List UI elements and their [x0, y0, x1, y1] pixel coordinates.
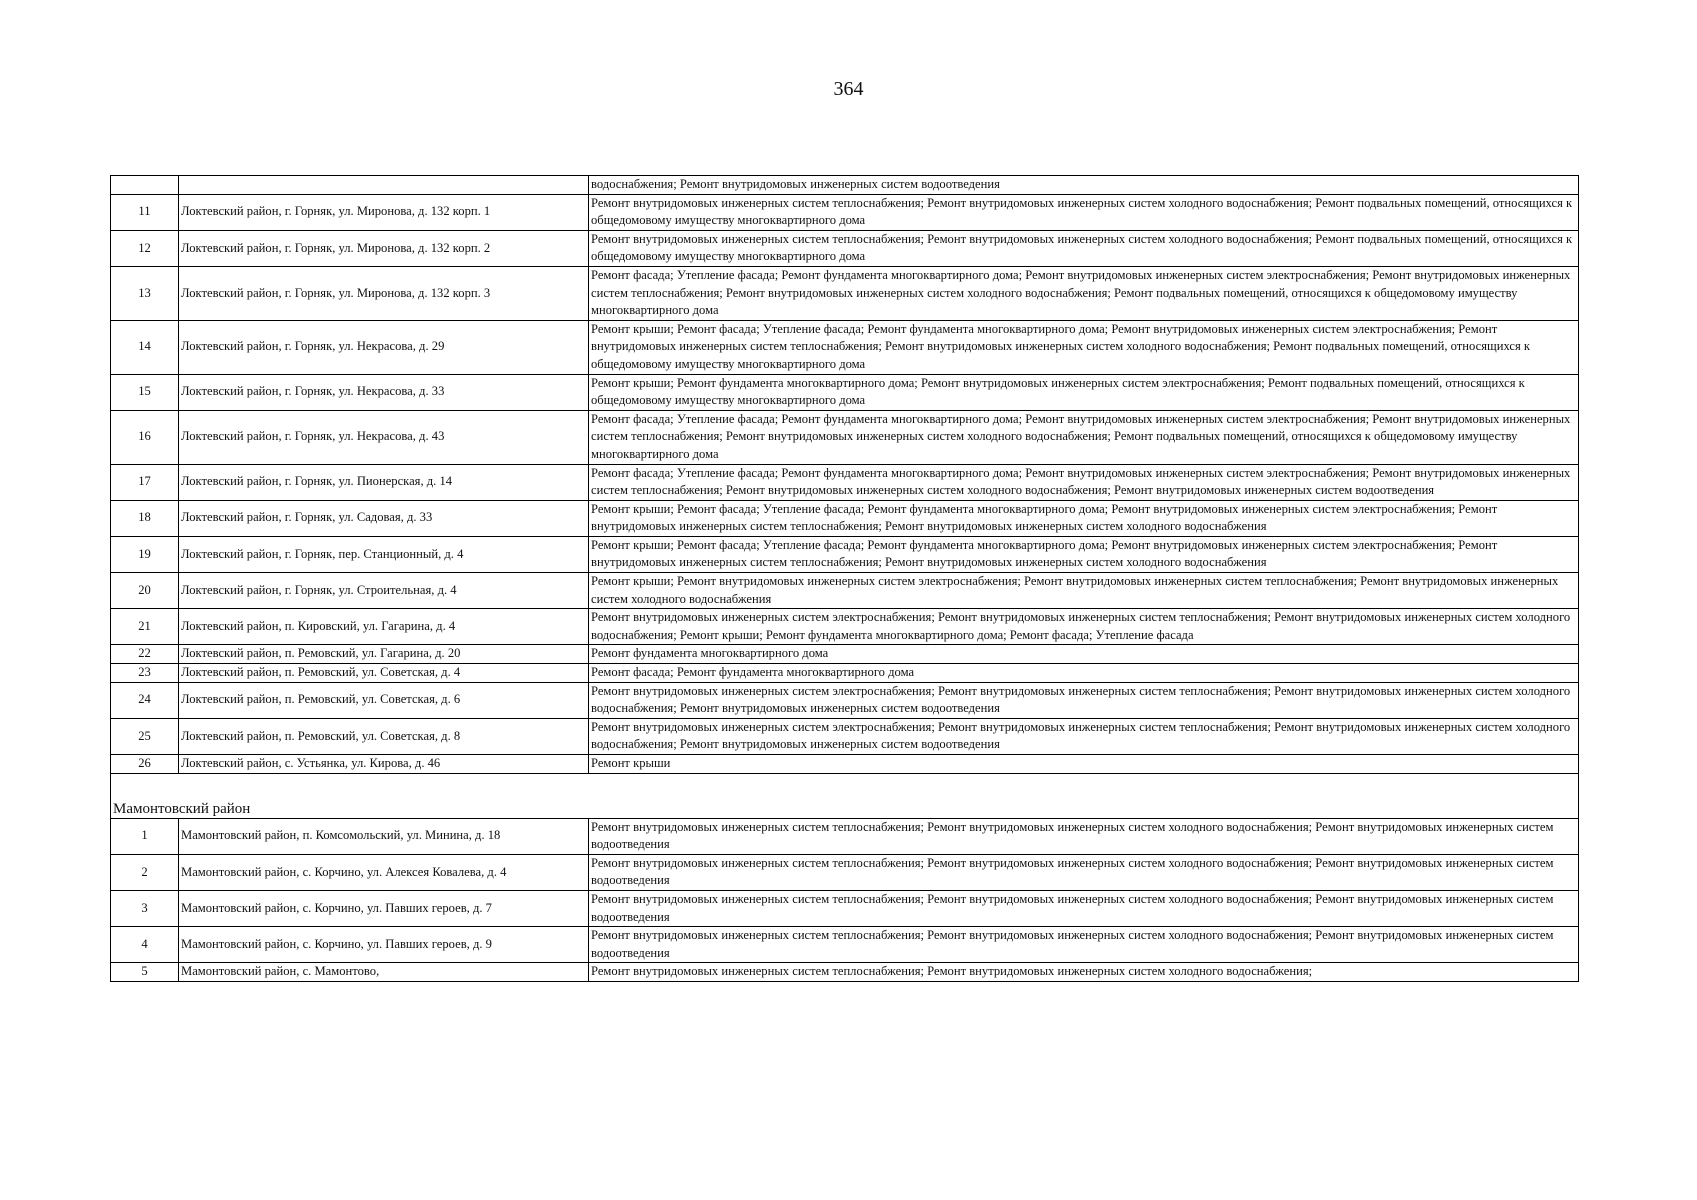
row-address: Локтевский район, г. Горняк, ул. Некрасова, д. 29 — [179, 320, 589, 374]
row-address: Локтевский район, п. Ремовский, ул. Советская, д. 8 — [179, 718, 589, 754]
row-address: Локтевский район, г. Горняк, ул. Пионерская, д. 14 — [179, 464, 589, 500]
row-address: Локтевский район, г. Горняк, ул. Садовая, д. 33 — [179, 500, 589, 536]
row-address: Локтевский район, г. Горняк, пер. Станционный, д. 4 — [179, 536, 589, 572]
table-row — [111, 374, 1579, 410]
table-row — [111, 755, 1579, 774]
row-works: Ремонт внутридомовых инженерных систем электроснабжения; Ремонт внутридомовых инженерных систем теплоснабжения; Ремонт внутридомовых инженерных систем холодного водоснабжения; Ремонт внутридомовых инженерных систем водоотведения — [589, 682, 1579, 718]
row-number: 11 — [111, 194, 179, 230]
table-row — [111, 230, 1579, 266]
row-works: Ремонт фасада; Утепление фасада; Ремонт фундамента многоквартирного дома; Ремонт внутридомовых инженерных систем электроснабжения; Ремонт внутридомовых инженерных систем теплоснабжения; Ремонт внутридомовых инженерных систем холодного водоснабжения; Ремонт подвальных помещений, относящихся к общедомовому имуществу многоквартирного дома — [589, 266, 1579, 320]
row-address: Локтевский район, г. Горняк, ул. Миронова, д. 132 корп. 1 — [179, 194, 589, 230]
row-number: 15 — [111, 374, 179, 410]
row-address — [179, 176, 589, 195]
row-works: Ремонт внутридомовых инженерных систем теплоснабжения; Ремонт внутридомовых инженерных систем холодного водоснабжения; Ремонт внутридомовых инженерных систем водоотведения — [589, 927, 1579, 963]
row-works: Ремонт крыши; Ремонт фасада; Утепление фасада; Ремонт фундамента многоквартирного дома; Ремонт внутридомовых инженерных систем электроснабжения; Ремонт внутридомовых инженерных систем теплоснабжения; Ремонт внутридомовых инженерных систем холодного водоснабжения — [589, 500, 1579, 536]
row-works: Ремонт внутридомовых инженерных систем теплоснабжения; Ремонт внутридомовых инженерных систем холодного водоснабжения; — [589, 963, 1579, 982]
row-works: Ремонт внутридомовых инженерных систем теплоснабжения; Ремонт внутридомовых инженерных систем холодного водоснабжения; Ремонт внутридомовых инженерных систем водоотведения — [589, 890, 1579, 926]
table-row — [111, 194, 1579, 230]
row-works: Ремонт внутридомовых инженерных систем электроснабжения; Ремонт внутридомовых инженерных систем теплоснабжения; Ремонт внутридомовых инженерных систем холодного водоснабжения; Ремонт внутридомовых инженерных систем водоотведения — [589, 718, 1579, 754]
row-number: 3 — [111, 890, 179, 926]
row-number: 25 — [111, 718, 179, 754]
row-address: Локтевский район, г. Горняк, ул. Строительная, д. 4 — [179, 573, 589, 609]
table-row — [111, 320, 1579, 374]
row-works: Ремонт внутридомовых инженерных систем теплоснабжения; Ремонт внутридомовых инженерных систем холодного водоснабжения; Ремонт внутридомовых инженерных систем водоотведения — [589, 854, 1579, 890]
section-header — [111, 773, 1579, 818]
row-number: 19 — [111, 536, 179, 572]
row-address: Локтевский район, г. Горняк, ул. Некрасова, д. 33 — [179, 374, 589, 410]
table-row — [111, 266, 1579, 320]
row-address: Локтевский район, п. Ремовский, ул. Советская, д. 4 — [179, 664, 589, 683]
row-address: Локтевский район, п. Ремовский, ул. Гагарина, д. 20 — [179, 645, 589, 664]
row-number — [111, 176, 179, 195]
table-body-mamontovsky — [111, 818, 1579, 981]
table-row — [111, 682, 1579, 718]
table-row — [111, 176, 1579, 195]
row-address: Локтевский район, п. Ремовский, ул. Советская, д. 6 — [179, 682, 589, 718]
row-address: Локтевский район, п. Кировский, ул. Гагарина, д. 4 — [179, 609, 589, 645]
row-address: Мамонтовский район, с. Корчино, ул. Алексея Ковалева, д. 4 — [179, 854, 589, 890]
row-works: Ремонт крыши; Ремонт фундамента многоквартирного дома; Ремонт внутридомовых инженерных систем электроснабжения; Ремонт подвальных помещений, относящихся к общедомовому имуществу многоквартирного дома — [589, 374, 1579, 410]
row-number: 20 — [111, 573, 179, 609]
row-address: Локтевский район, г. Горняк, ул. Миронова, д. 132 корп. 2 — [179, 230, 589, 266]
table-row — [111, 963, 1579, 982]
table-row — [111, 718, 1579, 754]
row-number: 4 — [111, 927, 179, 963]
row-number: 17 — [111, 464, 179, 500]
table-row — [111, 410, 1579, 464]
table-body-loktevsky — [111, 176, 1579, 774]
table-row — [111, 464, 1579, 500]
table-row — [111, 927, 1579, 963]
row-number: 26 — [111, 755, 179, 774]
row-works: Ремонт внутридомовых инженерных систем теплоснабжения; Ремонт внутридомовых инженерных систем холодного водоснабжения; Ремонт внутридомовых инженерных систем водоотведения — [589, 818, 1579, 854]
table-row — [111, 664, 1579, 683]
row-address: Мамонтовский район, с. Мамонтово, — [179, 963, 589, 982]
row-address: Локтевский район, г. Горняк, ул. Миронова, д. 132 корп. 3 — [179, 266, 589, 320]
row-works: Ремонт крыши; Ремонт внутридомовых инженерных систем электроснабжения; Ремонт внутридомовых инженерных систем теплоснабжения; Ремонт внутридомовых инженерных систем холодного водоснабжения — [589, 573, 1579, 609]
section-row — [111, 773, 1579, 818]
row-number: 1 — [111, 818, 179, 854]
row-works: Ремонт крыши; Ремонт фасада; Утепление фасада; Ремонт фундамента многоквартирного дома; Ремонт внутридомовых инженерных систем электроснабжения; Ремонт внутридомовых инженерных систем теплоснабжения; Ремонт внутридомовых инженерных систем холодного водоснабжения — [589, 536, 1579, 572]
row-address: Мамонтовский район, с. Корчино, ул. Павших героев, д. 9 — [179, 927, 589, 963]
table-row — [111, 536, 1579, 572]
table-row — [111, 645, 1579, 664]
repair-table — [110, 175, 1579, 982]
row-works: Ремонт внутридомовых инженерных систем теплоснабжения; Ремонт внутридомовых инженерных систем холодного водоснабжения; Ремонт подвальных помещений, относящихся к общедомовому имуществу многоквартирного дома — [589, 194, 1579, 230]
row-number: 22 — [111, 645, 179, 664]
row-works: Ремонт крыши; Ремонт фасада; Утепление фасада; Ремонт фундамента многоквартирного дома; Ремонт внутридомовых инженерных систем электроснабжения; Ремонт внутридомовых инженерных систем теплоснабжения; Ремонт внутридомовых инженерных систем холодного водоснабжения; Ремонт подвальных помещений, относящихся к общедомовому имуществу многоквартирного дома — [589, 320, 1579, 374]
row-number: 16 — [111, 410, 179, 464]
row-number: 12 — [111, 230, 179, 266]
row-number: 24 — [111, 682, 179, 718]
row-number: 21 — [111, 609, 179, 645]
row-address: Локтевский район, г. Горняк, ул. Некрасова, д. 43 — [179, 410, 589, 464]
table-row — [111, 854, 1579, 890]
row-number: 14 — [111, 320, 179, 374]
row-works: Ремонт фасада; Утепление фасада; Ремонт фундамента многоквартирного дома; Ремонт внутридомовых инженерных систем электроснабжения; Ремонт внутридомовых инженерных систем теплоснабжения; Ремонт внутридомовых инженерных систем холодного водоснабжения; Ремонт подвальных помещений, относящихся к общедомовому имуществу многоквартирного дома — [589, 410, 1579, 464]
section-title: Мамонтовский район — [111, 773, 1579, 818]
row-address: Локтевский район, с. Устьянка, ул. Кирова, д. 46 — [179, 755, 589, 774]
row-number: 5 — [111, 963, 179, 982]
row-address: Мамонтовский район, с. Корчино, ул. Павших героев, д. 7 — [179, 890, 589, 926]
row-number: 2 — [111, 854, 179, 890]
row-works: Ремонт внутридомовых инженерных систем электроснабжения; Ремонт внутридомовых инженерных систем теплоснабжения; Ремонт внутридомовых инженерных систем холодного водоснабжения; Ремонт крыши; Ремонт фундамента многоквартирного дома; Ремонт фасада; Утепление фасада — [589, 609, 1579, 645]
row-works: Ремонт фундамента многоквартирного дома — [589, 645, 1579, 664]
page-number: 364 — [833, 78, 864, 100]
row-works: Ремонт крыши — [589, 755, 1579, 774]
row-works: Ремонт фасада; Утепление фасада; Ремонт фундамента многоквартирного дома; Ремонт внутридомовых инженерных систем электроснабжения; Ремонт внутридомовых инженерных систем теплоснабжения; Ремонт внутридомовых инженерных систем холодного водоснабжения; Ремонт внутридомовых инженерных систем водоотведения — [589, 464, 1579, 500]
table-row — [111, 890, 1579, 926]
row-works: Ремонт внутридомовых инженерных систем теплоснабжения; Ремонт внутридомовых инженерных систем холодного водоснабжения; Ремонт подвальных помещений, относящихся к общедомовому имуществу многоквартирного дома — [589, 230, 1579, 266]
table-row — [111, 573, 1579, 609]
row-works: водоснабжения; Ремонт внутридомовых инженерных систем водоотведения — [589, 176, 1579, 195]
row-works: Ремонт фасада; Ремонт фундамента многоквартирного дома — [589, 664, 1579, 683]
row-number: 23 — [111, 664, 179, 683]
table-row — [111, 609, 1579, 645]
row-number: 18 — [111, 500, 179, 536]
row-address: Мамонтовский район, п. Комсомольский, ул. Минина, д. 18 — [179, 818, 589, 854]
row-number: 13 — [111, 266, 179, 320]
table-row — [111, 500, 1579, 536]
table-row — [111, 818, 1579, 854]
